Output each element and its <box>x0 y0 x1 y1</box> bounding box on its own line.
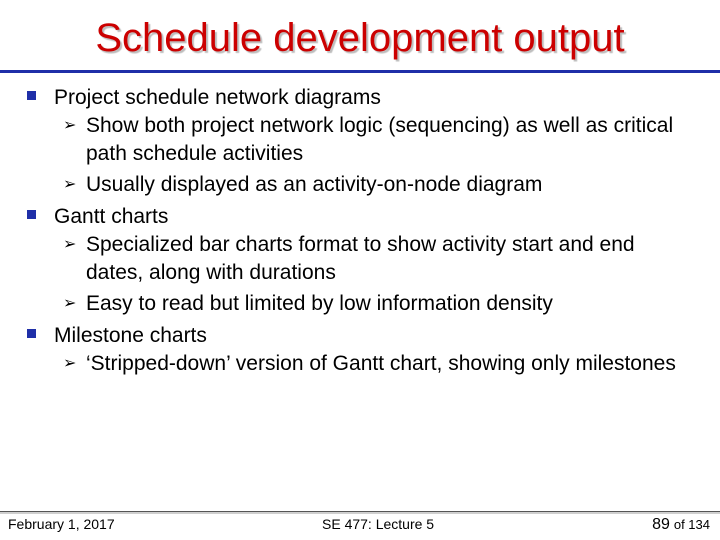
page-number: 89 <box>652 516 670 533</box>
sub-bullet-text: Specialized bar charts format to show activity start and end dates, along with durations <box>86 233 635 284</box>
slide-body <box>0 84 720 378</box>
bullet-item <box>0 203 720 231</box>
arrowhead-bullet-icon: ➢ <box>63 295 77 312</box>
sub-bullet-text: Show both project network logic (sequencing) as well as critical path schedule activities <box>86 114 674 165</box>
arrowhead-bullet-icon: ➢ <box>63 236 77 253</box>
page-total: of 134 <box>673 517 710 532</box>
sub-bullet-text: Usually displayed as an activity-on-node diagram <box>86 173 543 196</box>
sub-bullet-item <box>0 171 720 199</box>
title-divider <box>0 70 720 73</box>
bullet-item <box>0 322 720 350</box>
arrowhead-bullet-icon: ➢ <box>63 117 77 134</box>
sub-bullet-item <box>0 112 720 168</box>
footer-page-number <box>652 516 710 534</box>
bullet-text: Project schedule network diagrams <box>54 86 381 109</box>
footer-course: SE 477: Lecture 5 <box>322 516 435 532</box>
footer-date: February 1, 2017 <box>8 516 115 532</box>
sub-bullet-text: ‘Stripped-down’ version of Gantt chart, showing only milestones <box>86 352 676 375</box>
square-bullet-icon <box>27 210 36 219</box>
arrowhead-bullet-icon: ➢ <box>63 176 77 193</box>
slide-title: Schedule development output <box>95 16 625 60</box>
square-bullet-icon <box>27 91 36 100</box>
arrowhead-bullet-icon: ➢ <box>63 355 77 372</box>
sub-bullet-item <box>0 231 720 287</box>
bullet-text: Milestone charts <box>54 324 207 347</box>
sub-bullet-text: Easy to read but limited by low information density <box>86 292 553 315</box>
square-bullet-icon <box>27 329 36 338</box>
sub-bullet-item <box>0 290 720 318</box>
bullet-item <box>0 84 720 112</box>
bullet-text: Gantt charts <box>54 205 169 228</box>
sub-bullet-item <box>0 350 720 378</box>
footer-divider-shadow <box>0 512 720 514</box>
